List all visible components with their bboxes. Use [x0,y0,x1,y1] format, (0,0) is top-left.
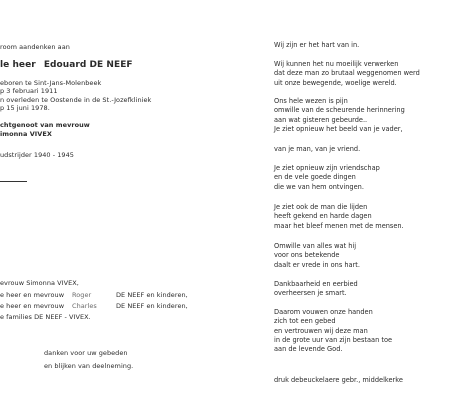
family-line: e heer en mevrouw Roger DE NEEF en kinderen, [0,291,188,299]
name-prefix: le heer [0,60,36,70]
name-text: Edouard DE NEEF [43,60,133,70]
poem-stanza: van je man, van je vriend. [274,145,361,153]
birth-place: eboren te Sint-Jans-Molenbeek [0,79,102,87]
death-place: n overleden te Oostende in de St.-Jozefkliniek [0,96,152,104]
veteran-text: udstrijder 1940 - 1945 [0,151,74,159]
poem-stanza: Omwille van alles wat hij voor ons betekende daalt er vrede in ons hart. [274,242,360,269]
poem-stanza: Wij zijn er het hart van in. [274,41,360,49]
family-line: e families DE NEEF - VIVEX. [0,313,91,321]
poem-stanza: Je ziet opnieuw zijn vriendschap en de vele goede dingen die we van hem ontvingen. [274,164,380,191]
death-date: p 15 juni 1978. [0,104,50,112]
poem-stanza: Wij kunnen het nu moeilijk verwerken dat deze man zo brutaal weggenomen werd uit onze bewegende, woelige wereld. [274,60,420,87]
intro-text: room aandenken aan [0,43,70,51]
printer-credit: druk debeuckelaere gebr., middelkerke [274,376,403,384]
thanks-line-2: en blijken van deelneming. [44,362,134,370]
family-line: evrouw Simonna VIVEX, [0,279,79,287]
spouse-label: chtgenoot van mevrouw [0,121,90,129]
poem [274,0,450,400]
poem-stanza: Je ziet ook de man die lijden heeft gekend en harde dagen maar het bleef menen met de mensen. [274,203,404,230]
divider [0,181,27,182]
deceased-name [0,60,133,70]
poem-stanza: Dankbaarheid en eerbied overheersen je smart. [274,280,358,298]
birth-date: p 3 februari 1911 [0,87,58,95]
spouse-name: imonna VIVEX [0,130,52,138]
family-line: e heer en mevrouw Charles DE NEEF en kinderen, [0,302,188,310]
thanks-line-1: danken voor uw gebeden [44,349,128,357]
poem-stanza: Daarom vouwen onze handen zich tot een gebed en vertrouwen wij deze man in de grote uur van zijn bestaan toe aan de levende God. [274,308,393,354]
poem-stanza: Ons hele wezen is pijn omwille van de scheurende herinnering aan wat gisteren gebeurde.. Je ziet opnieuw het beeld van je vader, [274,97,405,133]
